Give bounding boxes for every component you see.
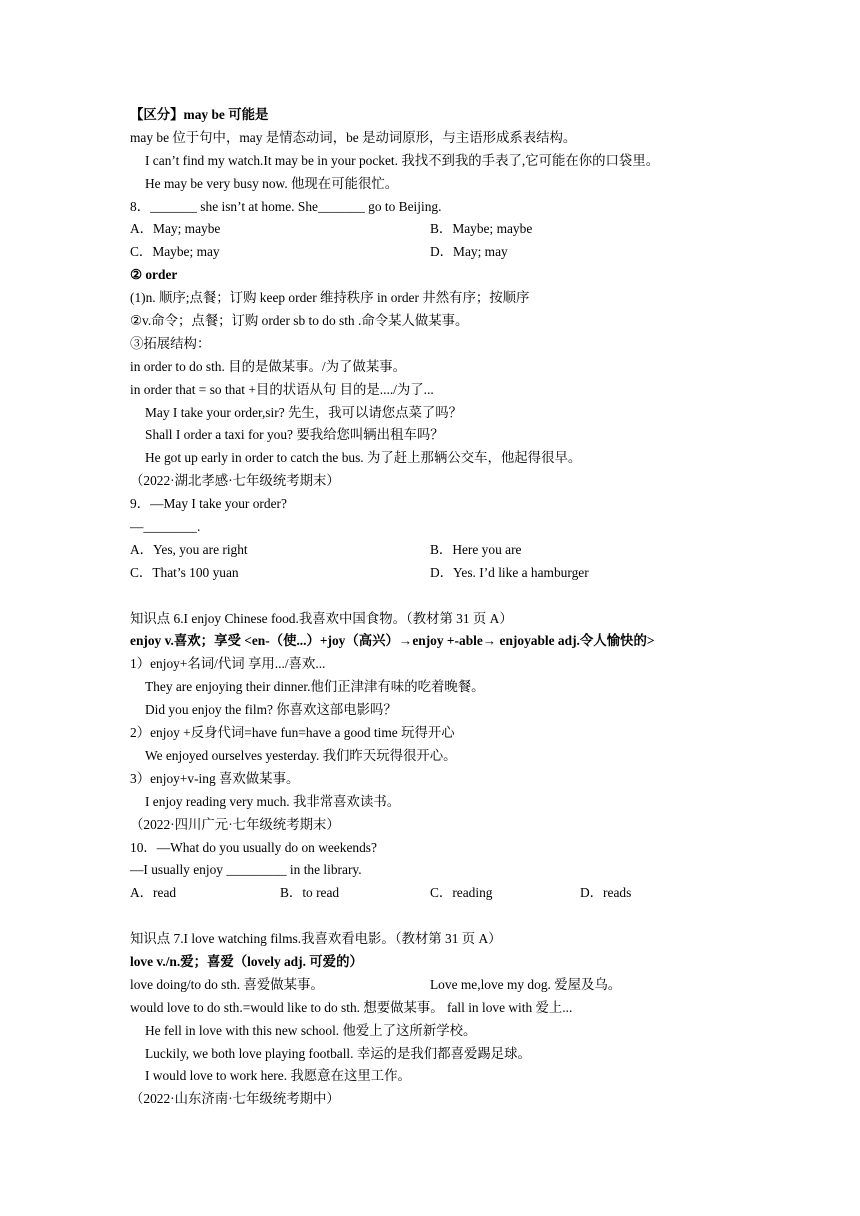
- question-10-options: [130, 882, 770, 905]
- enjoy-heading: enjoy v.喜欢；享受 <en-（使...）+joy（高兴）→enjoy +-able→ enjoyable adj.令人愉快的>: [130, 633, 655, 649]
- love-idiom: Love me,love my dog. 爱屋及乌。: [430, 976, 622, 992]
- order-line-1: (1)n. 顺序;点餐；订购 keep order 维持秩序 in order 井然有序；按顺序: [130, 290, 530, 306]
- enjoy-usage-3-example: I enjoy reading very much. 我非常喜欢读书。: [145, 793, 401, 809]
- maybe-explanation: may be 位于句中，may 是情态动词，be 是动词原形，与主语形成系表结构。: [130, 129, 577, 145]
- love-knowledge-point-title: 知识点 7.I love watching films.我喜欢看电影。（教材第 31 页 A）: [130, 931, 502, 947]
- love-example-3: I would love to work here. 我愿意在这里工作。: [145, 1068, 411, 1084]
- order-line-3: ③拓展结构：: [130, 335, 211, 351]
- enjoy-usage-2-example: We enjoyed ourselves yesterday. 我们昨天玩得很开心。: [145, 747, 457, 763]
- order-heading: ② order: [130, 267, 178, 283]
- order-example-1: May I take your order,sir? 先生，我可以请您点菜了吗？: [145, 404, 463, 420]
- question-9-option-b[interactable]: B．Here you are: [430, 541, 522, 557]
- question-11-source: （2022·山东济南·七年级统考期中）: [130, 1091, 340, 1107]
- order-line-5: in order that = so that +目的状语从句 目的是..../为了...: [130, 381, 434, 397]
- enjoy-usage-2: 2）enjoy +反身代词=have fun=have a good time 玩得开心: [130, 725, 455, 741]
- love-example-1: He fell in love with this new school. 他爱上了这所新学校。: [145, 1022, 477, 1038]
- love-usage-1: love doing/to do sth. 喜爱做某事。: [130, 976, 324, 992]
- question-10-source: （2022·四川广元·七年级统考期末）: [130, 816, 340, 832]
- question-9-options-row-2: [130, 562, 770, 585]
- order-line-4: in order to do sth. 目的是做某事。/为了做某事。: [130, 358, 406, 374]
- maybe-example-1: I can’t find my watch.It may be in your pocket. 我找不到我的手表了,它可能在你的口袋里。: [145, 152, 660, 168]
- question-9-source: （2022·湖北孝感·七年级统考期末）: [130, 473, 340, 489]
- question-10-option-b[interactable]: B．to read: [280, 885, 340, 901]
- love-usage-2: would love to do sth.=would like to do sth. 想要做某事。 fall in love with 爱上...: [130, 999, 573, 1015]
- question-9-stem: 9．—May I take your order?: [130, 496, 287, 512]
- love-heading: love v./n.爱；喜爱（lovely adj. 可爱的）: [130, 953, 363, 969]
- maybe-example-2: He may be very busy now. 他现在可能很忙。: [145, 175, 399, 191]
- question-10-option-d[interactable]: D．reads: [580, 885, 632, 901]
- question-10-stem: 10．—What do you usually do on weekends?: [130, 839, 377, 855]
- question-8-stem: 8．_______ she isn’t at home. She_______ go to Beijing.: [130, 198, 442, 214]
- order-example-3: He got up early in order to catch the bus. 为了赶上那辆公交车，他起得很早。: [145, 450, 582, 466]
- question-10-option-c[interactable]: C．reading: [430, 885, 493, 901]
- question-10-option-a[interactable]: A．read: [130, 885, 177, 901]
- question-8-option-c[interactable]: C．Maybe; may: [130, 244, 220, 260]
- question-8-options-row-1: [130, 218, 770, 241]
- document-page: [130, 104, 770, 1111]
- question-9-option-a[interactable]: A．Yes, you are right: [130, 541, 248, 557]
- enjoy-usage-1-example-1: They are enjoying their dinner.他们正津津有味的吃着晚餐。: [145, 679, 485, 695]
- question-9-option-c[interactable]: C．That’s 100 yuan: [130, 564, 239, 580]
- question-9-option-d[interactable]: D．Yes. I’d like a hamburger: [430, 564, 589, 580]
- enjoy-usage-1: 1）enjoy+名词/代词 享用.../喜欢...: [130, 656, 326, 672]
- love-usage-row-1: [130, 974, 770, 997]
- section-spacer: [130, 585, 770, 608]
- enjoy-usage-1-example-2: Did you enjoy the film? 你喜欢这部电影吗？: [145, 702, 397, 718]
- question-8-option-b[interactable]: B．Maybe; maybe: [430, 221, 533, 237]
- enjoy-usage-3: 3）enjoy+v-ing 喜欢做某事。: [130, 770, 300, 786]
- love-example-2: Luckily, we both love playing football. 幸运的是我们都喜爱踢足球。: [145, 1045, 531, 1061]
- question-9-answer-line: —________.: [130, 519, 201, 535]
- question-9-options-row-1: [130, 539, 770, 562]
- enjoy-knowledge-point-title: 知识点 6.I enjoy Chinese food.我喜欢中国食物。（教材第 31 页 A）: [130, 610, 513, 626]
- question-10-line-2: —I usually enjoy _________ in the library.: [130, 862, 362, 878]
- section-spacer: [130, 905, 770, 928]
- question-8-option-a[interactable]: A．May; maybe: [130, 221, 221, 237]
- question-8-option-d[interactable]: D．May; may: [430, 244, 508, 260]
- maybe-heading: 【区分】may be 可能是: [130, 107, 269, 122]
- order-example-2: Shall I order a taxi for you? 要我给您叫辆出租车吗？: [145, 427, 444, 443]
- order-line-2: ②v.命令；点餐；订购 order sb to do sth .命令某人做某事。: [130, 313, 469, 329]
- question-8-options-row-2: [130, 241, 770, 264]
